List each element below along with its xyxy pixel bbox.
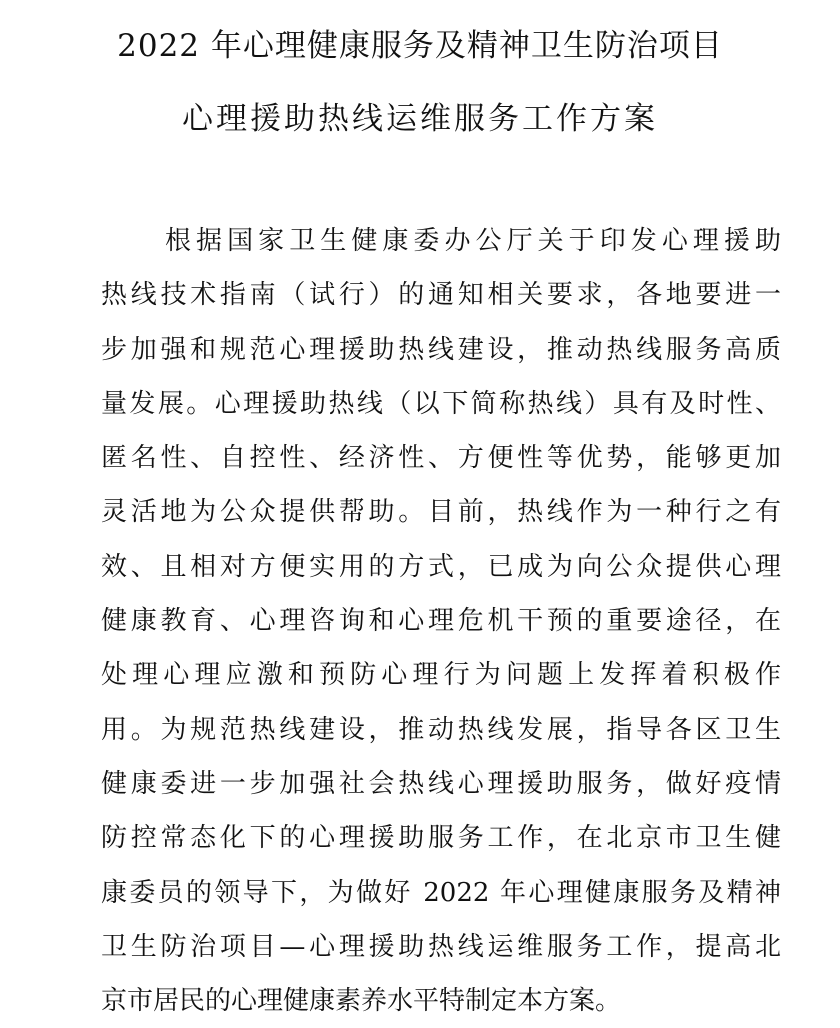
paragraph-line: 健康委进一步加强社会热线心理援助服务，做好疫情	[101, 768, 781, 799]
paragraph-line: 京市居民的心理健康素养水平特制定本方案。	[101, 986, 622, 1017]
paragraph-line: 灵活地为公众提供帮助。目前，热线作为一种行之有	[101, 497, 781, 528]
paragraph-line: 用。为规范热线建设，推动热线发展，指导各区卫生	[101, 714, 781, 745]
paragraph-line: 量发展。心理援助热线（以下简称热线）具有及时性、	[101, 388, 781, 419]
paragraph-line: 热线技术指南（试行）的通知相关要求，各地要进一	[101, 280, 781, 311]
paragraph-line: 效、且相对方便实用的方式，已成为向公众提供心理	[101, 551, 781, 582]
paragraph-line: 处理心理应激和预防心理行为问题上发挥着积极作	[101, 660, 781, 691]
paragraph-line: 健康教育、心理咨询和心理危机干预的重要途径，在	[101, 606, 781, 637]
paragraph-line: 卫生防治项目—心理援助热线运维服务工作，提高北	[101, 931, 781, 962]
paragraph-line: 康委员的领导下，为做好 2022 年心理健康服务及精神	[101, 877, 781, 908]
paragraph-line: 步加强和规范心理援助热线建设，推动热线服务高质	[101, 334, 781, 365]
paragraph-line: 防控常态化下的心理援助服务工作，在北京市卫生健	[101, 823, 781, 854]
document-title-line-2: 心理援助热线运维服务工作方案	[182, 101, 658, 137]
document-body-paragraph	[101, 214, 781, 1028]
paragraph-line: 根据国家卫生健康委办公厅关于印发心理援助	[165, 226, 781, 256]
paragraph-line: 匿名性、自控性、经济性、方便性等优势，能够更加	[101, 443, 781, 474]
document-title-line-1: 2022 年心理健康服务及精神卫生防治项目	[117, 28, 723, 64]
